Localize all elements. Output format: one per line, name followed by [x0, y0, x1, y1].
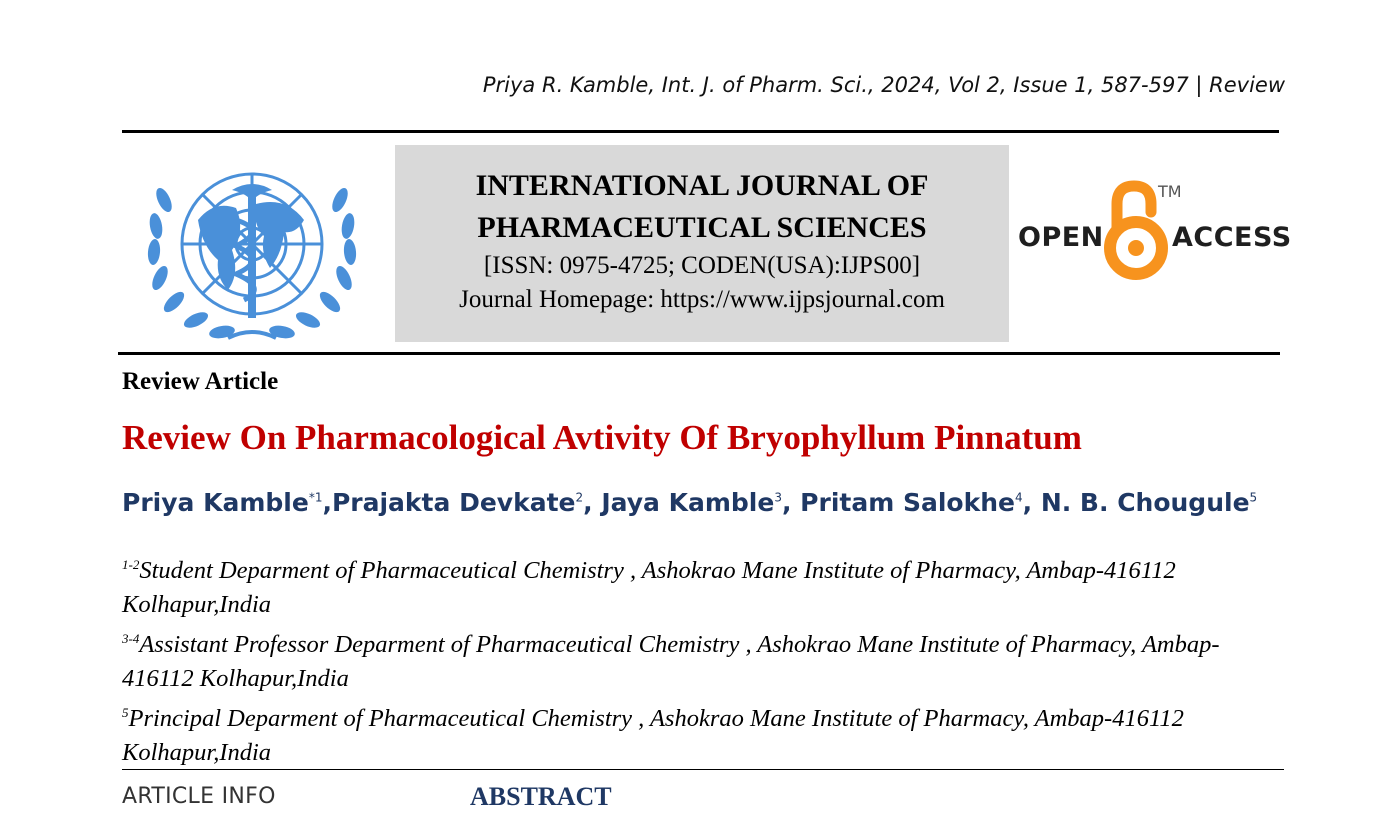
- affiliation-text: Principal Deparment of Pharmaceutical Chemistry , Ashokrao Mane Institute of Pharmacy, Ambap-416112 Kolhapur,India: [122, 705, 1184, 767]
- un-globe-logo-icon: [136, 150, 368, 346]
- affiliation-item: [122, 548, 1287, 622]
- affiliation-sup: 1-2: [122, 557, 140, 572]
- journal-title-line2: PHARMACEUTICAL SCIENCES: [477, 211, 927, 244]
- affiliation-sup: 5: [122, 705, 129, 721]
- author-name: Pritam Salokhe: [800, 488, 1015, 517]
- author-name: N. B. Chougule: [1040, 488, 1250, 517]
- affiliation-sup: 3-4: [122, 631, 140, 647]
- journal-title-line1: INTERNATIONAL JOURNAL OF: [475, 169, 929, 202]
- open-access-logo: [1015, 178, 1292, 282]
- citation-line: Priya R. Kamble, Int. J. of Pharm. Sci., 2024, Vol 2, Issue 1, 587-597 | Review: [482, 73, 1285, 97]
- author-sup: 2: [575, 490, 584, 505]
- section-rule: [122, 769, 1284, 770]
- author-sup: 5: [1249, 490, 1258, 505]
- journal-logo: [136, 150, 368, 346]
- open-access-open-text: OPEN: [1018, 222, 1104, 253]
- top-rule: [122, 130, 1279, 133]
- open-access-access-text: ACCESS: [1172, 222, 1292, 253]
- author-sup: *1: [308, 490, 323, 505]
- author-sup: 3: [774, 490, 782, 505]
- header-bottom-rule: [118, 352, 1280, 355]
- affiliation-item: [122, 696, 1287, 770]
- author-name: Jaya Kamble: [601, 488, 775, 517]
- affiliations: [122, 548, 1287, 770]
- affiliation-item: [122, 622, 1287, 696]
- article-type: Review Article: [122, 368, 279, 395]
- author-name: Priya Kamble: [122, 488, 309, 517]
- author-list: Priya Kamble$^{*1}$,Prajakta Devkate$^2$, Jaya Kamble$^3$, Pritam Salokhe$^4$, N. B. Chougule$^5$: [122, 488, 1258, 517]
- article-title: Review On Pharmacological Avtivity Of Bryophyllum Pinnatum: [122, 418, 1082, 457]
- author-sup: 4: [1014, 490, 1023, 505]
- open-access-tm: TM: [1158, 182, 1182, 201]
- abstract-heading: ABSTRACT: [470, 782, 612, 811]
- affiliation-text: Assistant Professor Deparment of Pharmaceutical Chemistry , Ashokrao Mane Institute of Pharmacy, Ambap-416112 Kolhapur,India: [122, 631, 1220, 693]
- journal-title: [395, 165, 1009, 249]
- article-info-heading: ARTICLE INFO: [122, 784, 276, 809]
- journal-header-box: [395, 145, 1009, 342]
- journal-issn: [ISSN: 0975-4725; CODEN(USA):IJPS00]: [483, 252, 921, 279]
- journal-homepage: Journal Homepage: https://www.ijpsjournal.com: [459, 286, 945, 313]
- author-name: Prajakta Devkate: [331, 488, 576, 517]
- affiliation-text: Student Deparment of Pharmaceutical Chemistry , Ashokrao Mane Institute of Pharmacy, Ambap-416112 Kolhapur,India: [122, 557, 1176, 619]
